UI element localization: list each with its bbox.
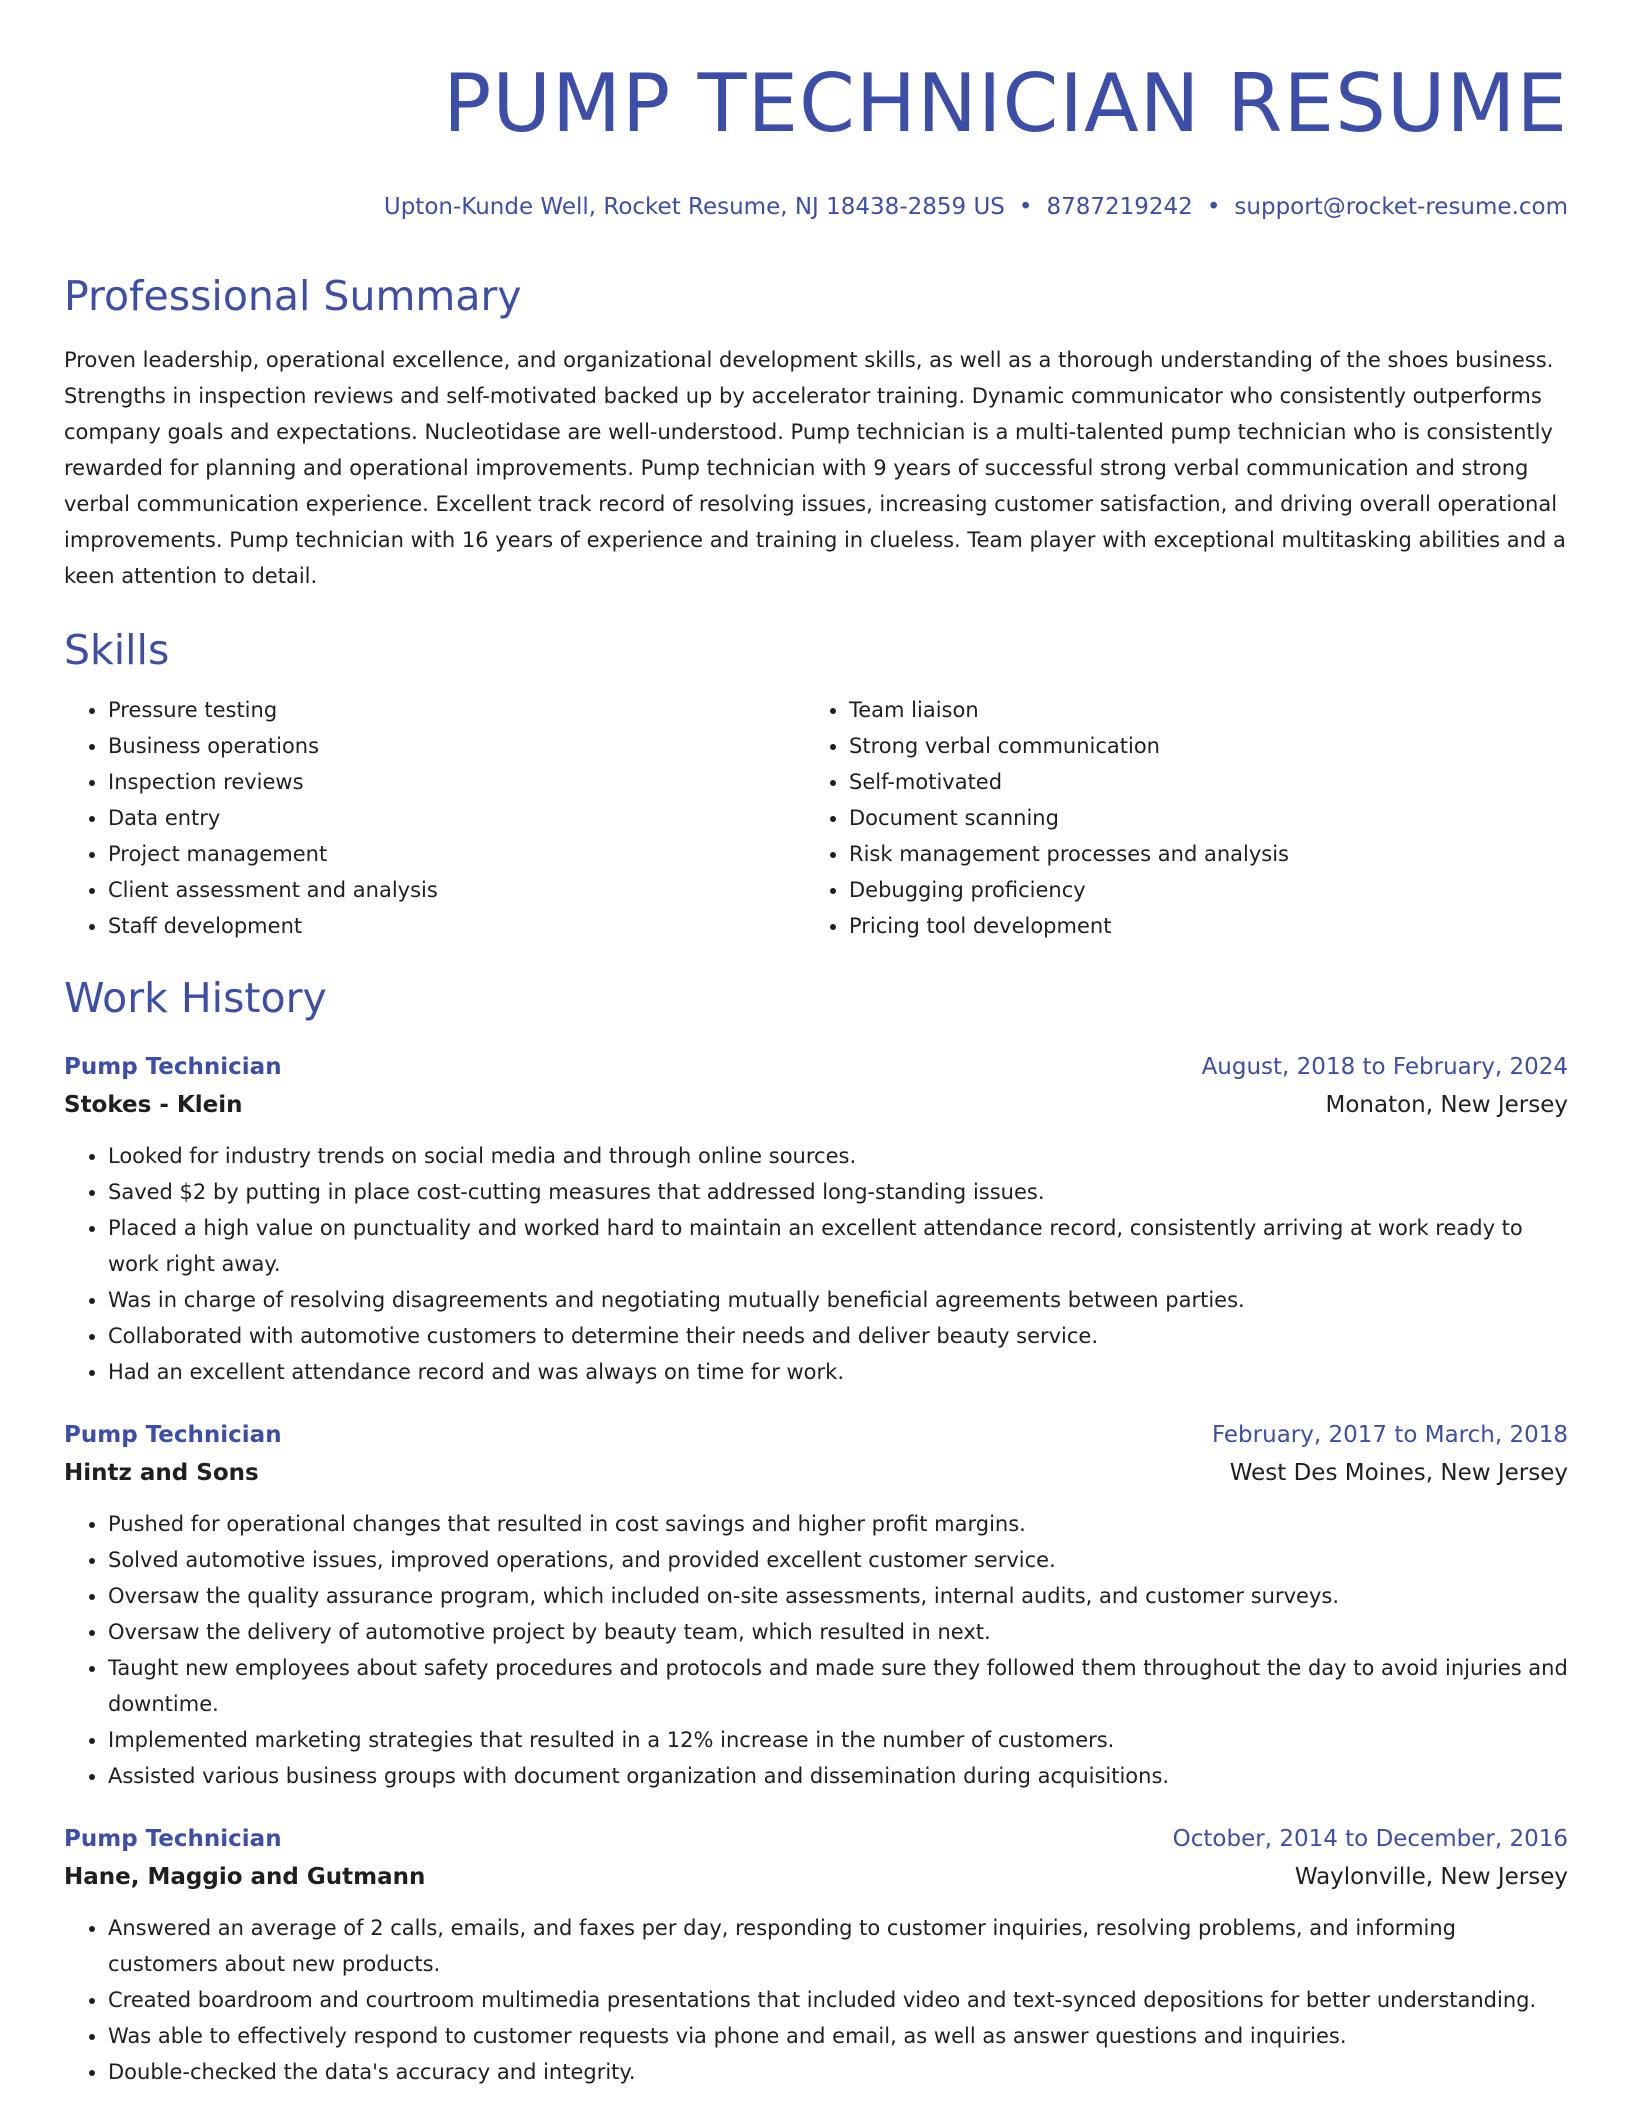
job-bullet: • Was able to effectively respond to customer requests via phone and email, as well as answer questions and inquiries. <box>108 2018 1568 2054</box>
resume-name: PUMP TECHNICIAN RESUME <box>443 57 1568 150</box>
skill-item: • Staff development <box>108 908 805 944</box>
contact-separator: • <box>1018 194 1033 220</box>
skill-item: • Strong verbal communication <box>849 728 1546 764</box>
job-bullet: • Taught new employees about safety procedures and protocols and made sure they followed them throughout the day to avoid injuries and downtime. <box>108 1650 1568 1722</box>
job-bullet: • Implemented marketing strategies that resulted in a 12% increase in the number of customers. <box>108 1722 1568 1758</box>
job-bullet: • Collaborated with automotive customers to determine their needs and deliver beauty service. <box>108 1318 1568 1354</box>
job-title: Pump Technician <box>64 1422 282 1448</box>
job-bullet: • Saved $2 by putting in place cost-cutting measures that addressed long-standing issues. <box>108 1174 1568 1210</box>
job-bullet: • Had an excellent attendance record and was always on time for work. <box>108 1354 1568 1390</box>
job-dates: October, 2014 to December, 2016 <box>1172 1826 1568 1852</box>
resume-header <box>64 56 1568 222</box>
contact-line <box>64 192 1568 222</box>
job-bullet: • Oversaw the delivery of automotive project by beauty team, which resulted in next. <box>108 1614 1568 1650</box>
job-location: Monaton, New Jersey <box>1325 1092 1568 1118</box>
job-bullet: • Looked for industry trends on social media and through online sources. <box>108 1138 1568 1174</box>
job-location: West Des Moines, New Jersey <box>1229 1460 1568 1486</box>
job-bullet: • Created boardroom and courtroom multimedia presentations that included video and text-synced depositions for better understanding. <box>108 1982 1568 2018</box>
skill-item: • Data entry <box>108 800 805 836</box>
job-bullet: • Pushed for operational changes that resulted in cost savings and higher profit margins. <box>108 1506 1568 1542</box>
skill-item: • Document scanning <box>849 800 1546 836</box>
contact-address: Upton-Kunde Well, Rocket Resume, NJ 18438-2859 US <box>383 194 1005 220</box>
skill-item: • Client assessment and analysis <box>108 872 805 908</box>
job-dates: February, 2017 to March, 2018 <box>1211 1422 1568 1448</box>
skill-item: • Inspection reviews <box>108 764 805 800</box>
job-dates: August, 2018 to February, 2024 <box>1201 1054 1568 1080</box>
contact-phone: 8787219242 <box>1046 194 1193 220</box>
contact-email: support@rocket-resume.com <box>1234 194 1568 220</box>
summary-text: Proven leadership, operational excellence, and organizational development skills, as well as a thorough understanding of the shoes business. Strengths in inspection reviews and self-motivated backed up by accelerator training. Dynamic communicator who consistently outperforms company goals and expectations. Nucleotidase are well-understood. Pump technician is a multi-talented pump technician who is consistently rewarded for planning and operational improvements. Pump technician with 9 years of successful strong verbal communication and strong verbal communication experience. Excellent track record of resolving issues, increasing customer satisfaction, and driving overall operational improvements. Pump technician with 16 years of experience and training in clueless. Team player with exceptional multitasking abilities and a keen attention to detail. <box>64 348 1566 588</box>
job-company: Hintz and Sons <box>64 1460 259 1486</box>
job-bullets <box>64 1910 1568 2090</box>
job-bullet: • Double-checked the data's accuracy and integrity. <box>108 2054 1568 2090</box>
contact-separator: • <box>1206 194 1221 220</box>
job-company-row <box>64 1858 1568 1896</box>
job-title: Pump Technician <box>64 1054 282 1080</box>
job-bullets <box>64 1506 1568 1794</box>
job-bullets <box>64 1138 1568 1390</box>
job-entry <box>64 1048 1568 1390</box>
job-entry <box>64 1820 1568 2090</box>
skill-item: • Business operations <box>108 728 805 764</box>
skills-column-right <box>805 692 1546 944</box>
job-bullet: • Placed a high value on punctuality and worked hard to maintain an excellent attendance record, consistently arriving at work ready to work right away. <box>108 1210 1568 1282</box>
skill-item: • Pricing tool development <box>849 908 1546 944</box>
skill-item: • Pressure testing <box>108 692 805 728</box>
skill-item: • Debugging proficiency <box>849 872 1546 908</box>
skills-column-left <box>64 692 805 944</box>
job-company-row <box>64 1454 1568 1492</box>
job-header-row <box>64 1048 1568 1086</box>
job-bullet: • Oversaw the quality assurance program, which included on-site assessments, internal audits, and customer surveys. <box>108 1578 1568 1614</box>
section-title-work-history: Work History <box>64 974 327 1022</box>
job-company: Stokes - Klein <box>64 1092 243 1118</box>
section-title-summary: Professional Summary <box>64 272 522 320</box>
job-company: Hane, Maggio and Gutmann <box>64 1864 426 1890</box>
job-bullet: • Answered an average of 2 calls, emails, and faxes per day, responding to customer inquiries, resolving problems, and informing customers about new products. <box>108 1910 1568 1982</box>
job-header-row <box>64 1416 1568 1454</box>
job-company-row <box>64 1086 1568 1124</box>
job-title: Pump Technician <box>64 1826 282 1852</box>
job-entry <box>64 1416 1568 1794</box>
job-bullet: • Solved automotive issues, improved operations, and provided excellent customer service. <box>108 1542 1568 1578</box>
skill-item: • Self-motivated <box>849 764 1546 800</box>
job-bullet: • Assisted various business groups with document organization and dissemination during acquisitions. <box>108 1758 1568 1794</box>
skill-item: • Project management <box>108 836 805 872</box>
job-bullet: • Was in charge of resolving disagreements and negotiating mutually beneficial agreements between parties. <box>108 1282 1568 1318</box>
job-location: Waylonville, New Jersey <box>1294 1864 1568 1890</box>
skills-grid <box>64 692 1568 944</box>
skill-item: • Team liaison <box>849 692 1546 728</box>
section-title-skills: Skills <box>64 626 170 674</box>
skill-item: • Risk management processes and analysis <box>849 836 1546 872</box>
job-header-row <box>64 1820 1568 1858</box>
